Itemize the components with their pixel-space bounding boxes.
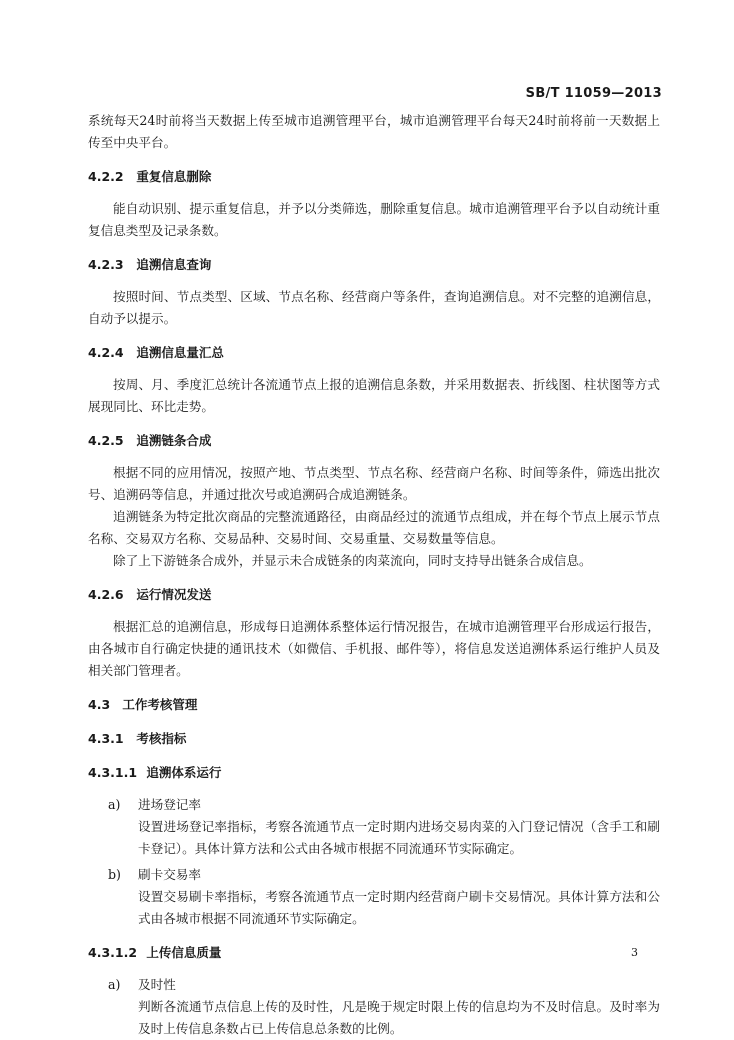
section-title: 追溯信息查询 <box>136 257 212 272</box>
list-item-title: 进场登记率 <box>138 797 201 812</box>
paragraph: 除了上下游链条合成外，并显示未合成链条的肉菜流向，同时支持导出链条合成信息。 <box>113 553 592 568</box>
paragraph: 能自动识别、提示重复信息，并予以分类筛选，删除重复信息。城市追溯管理平台予以自动统计重复信息类型及记录条数。 <box>88 201 660 238</box>
section-title: 重复信息删除 <box>136 169 212 184</box>
section-number: 4.3.1.1 <box>88 765 138 780</box>
section-number: 4.2.3 <box>88 257 124 272</box>
section-heading-4-3 <box>88 694 660 716</box>
section-number: 4.2.4 <box>88 345 124 360</box>
section-title: 工作考核管理 <box>122 697 198 712</box>
section-number: 4.3.1.2 <box>88 945 138 960</box>
section-heading-4-3-1-2 <box>88 942 660 964</box>
section-heading-4-2-4 <box>88 342 660 364</box>
list-item-label: a) <box>108 977 121 992</box>
list-item <box>88 974 660 1040</box>
list-item-text: 设置进场登记率指标，考察各流通节点一定时期内进场交易肉菜的入门登记情况（含手工和刷卡登记）。具体计算方法和公式由各城市根据不同流通环节实际确定。 <box>138 819 660 856</box>
section-heading-4-2-3 <box>88 254 660 276</box>
section-title: 追溯链条合成 <box>136 433 212 448</box>
section-number: 4.2.6 <box>88 587 124 602</box>
paragraph: 根据汇总的追溯信息，形成每日追溯体系整体运行情况报告，在城市追溯管理平台形成运行报告，由各城市自行确定快捷的通讯技术（如微信、手机报、邮件等），将信息发送追溯体系运行维护人员及相关部门管理者。 <box>88 619 660 678</box>
list-item-label: b) <box>108 867 121 882</box>
list-item-text: 判断各流通节点信息上传的及时性，凡是晚于规定时限上传的信息均为不及时信息。及时率为及时上传信息条数占已上传信息总条数的比例。 <box>138 999 660 1036</box>
section-title: 运行情况发送 <box>136 587 212 602</box>
intro-paragraph: 系统每天24时前将当天数据上传至城市追溯管理平台，城市追溯管理平台每天24时前将前一天数据上传至中央平台。 <box>88 113 660 150</box>
standard-code: SB/T 11059—2013 <box>525 86 662 101</box>
section-number: 4.2.2 <box>88 169 124 184</box>
section-heading-4-2-5 <box>88 430 660 452</box>
section-number: 4.3 <box>88 697 111 712</box>
paragraph: 追溯链条为特定批次商品的完整流通路径，由商品经过的流通节点组成，并在每个节点上展示节点名称、交易双方名称、交易品种、交易时间、交易重量、交易数量等信息。 <box>88 509 660 546</box>
list-item <box>88 794 660 860</box>
page-number: 3 <box>631 946 638 959</box>
document-body <box>88 110 660 1040</box>
paragraph: 按照时间、节点类型、区域、节点名称、经营商户等条件，查询追溯信息。对不完整的追溯信息，自动予以提示。 <box>88 289 660 326</box>
section-number: 4.2.5 <box>88 433 124 448</box>
list-item-label: a) <box>108 797 121 812</box>
list-item-title: 及时性 <box>138 977 176 992</box>
section-title: 追溯信息量汇总 <box>136 345 224 360</box>
section-title: 追溯体系运行 <box>146 765 222 780</box>
section-number: 4.3.1 <box>88 731 124 746</box>
paragraph: 根据不同的应用情况，按照产地、节点类型、节点名称、经营商户名称、时间等条件，筛选出批次号、追溯码等信息，并通过批次号或追溯码合成追溯链条。 <box>88 465 660 502</box>
section-heading-4-3-1-1 <box>88 762 660 784</box>
section-heading-4-2-2 <box>88 166 660 188</box>
section-title: 考核指标 <box>136 731 187 746</box>
section-heading-4-3-1 <box>88 728 660 750</box>
section-title: 上传信息质量 <box>146 945 222 960</box>
paragraph: 按周、月、季度汇总统计各流通节点上报的追溯信息条数，并采用数据表、折线图、柱状图等方式展现同比、环比走势。 <box>88 377 660 414</box>
section-heading-4-2-6 <box>88 584 660 606</box>
list-item-text: 设置交易刷卡率指标，考察各流通节点一定时期内经营商户刷卡交易情况。具体计算方法和公式由各城市根据不同流通环节实际确定。 <box>138 889 660 926</box>
list-item <box>88 864 660 930</box>
list-item-title: 刷卡交易率 <box>138 867 201 882</box>
